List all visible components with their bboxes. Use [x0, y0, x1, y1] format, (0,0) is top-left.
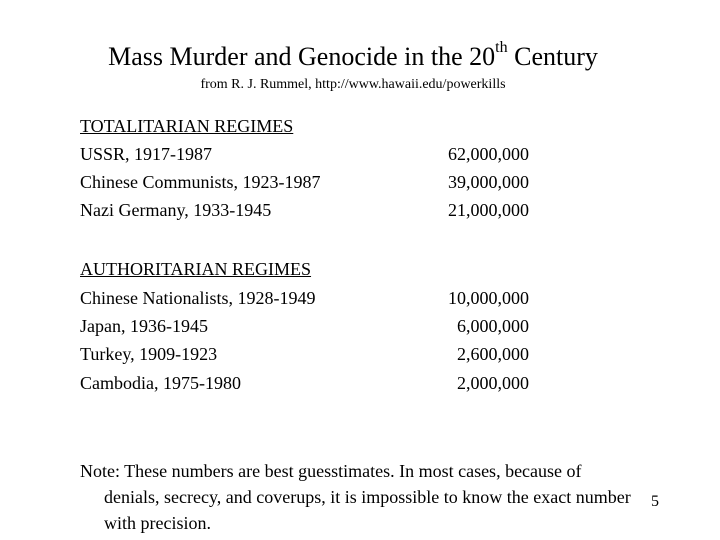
footnote: Note: These numbers are best guesstimates. In most cases, because of denials, secrecy, and coverups, it is impossible to know the exact number with precision.	[80, 461, 631, 533]
slide-title	[0, 40, 706, 74]
title-suffix: Century	[507, 42, 598, 71]
table-row	[0, 284, 720, 312]
table-row	[0, 340, 720, 368]
slide-subtitle: from R. J. Rummel, http://www.hawaii.edu/powerkills	[200, 77, 506, 92]
row-label: USSR, 1917-1987	[80, 144, 213, 164]
title-main: Mass Murder and Genocide in the 20	[108, 42, 496, 71]
row-value: 10,000,000	[448, 288, 529, 308]
table-row	[0, 369, 720, 397]
table-row	[0, 312, 720, 340]
row-value: 39,000,000	[448, 172, 529, 192]
row-label: Nazi Germany, 1933-1945	[80, 200, 272, 220]
row-label: Chinese Communists, 1923-1987	[80, 172, 321, 192]
row-value: 21,000,000	[448, 200, 529, 220]
row-value: 6,000,000	[457, 316, 529, 336]
page-number: 5	[651, 493, 659, 510]
row-value: 62,000,000	[448, 144, 529, 164]
row-label: Cambodia, 1975-1980	[80, 373, 241, 393]
section-heading-authoritarian: AUTHORITARIAN REGIMES	[80, 259, 312, 279]
row-label: Turkey, 1909-1923	[80, 344, 218, 364]
section-heading-totalitarian: TOTALITARIAN REGIMES	[80, 116, 294, 136]
row-value: 2,600,000	[457, 344, 529, 364]
table-row	[0, 168, 720, 196]
row-value: 2,000,000	[457, 373, 529, 393]
row-label: Japan, 1936-1945	[80, 316, 208, 336]
title-superscript: th	[495, 39, 508, 57]
table-row	[0, 196, 720, 224]
table-row	[0, 140, 720, 168]
row-label: Chinese Nationalists, 1928-1949	[80, 288, 316, 308]
